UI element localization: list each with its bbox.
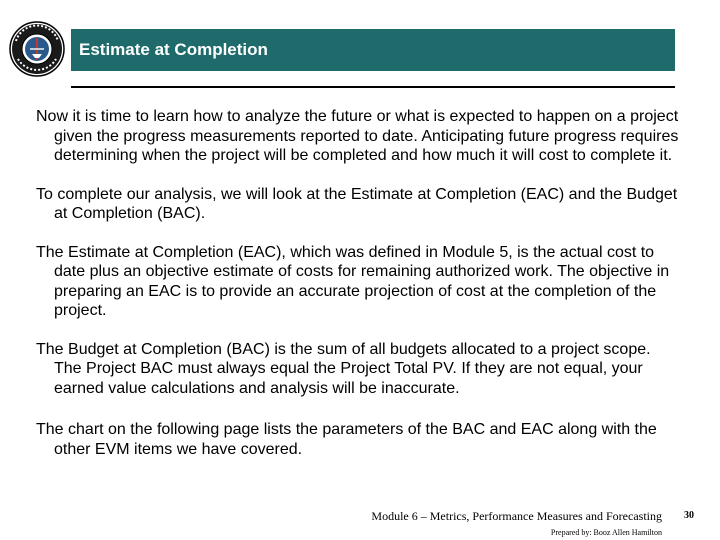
company-logo <box>9 21 65 77</box>
header-divider <box>71 86 675 88</box>
page-number: 30 <box>684 510 694 521</box>
title-bar <box>71 29 675 71</box>
paragraph-intro: Now it is time to learn how to analyze the future or what is expected to happen on a project given the progress measurements reported to date. Anticipating future progress requires determining when the project will be completed and how much it will cost to complete it. <box>36 108 679 164</box>
paragraph-eac-definition: The Estimate at Completion (EAC), which was defined in Module 5, is the actual cost to date plus an objective estimate of costs for remaining authorized work. The objective in preparing an EAC is to provide an accurate projection of cost at the completion of the project. <box>36 243 670 319</box>
footer-module-label: Module 6 – Metrics, Performance Measures and Forecasting <box>371 509 662 523</box>
page-title: Estimate at Completion <box>79 40 268 59</box>
paragraph-analysis: To complete our analysis, we will look at the Estimate at Completion (EAC) and the Budget at Completion (BAC). <box>36 185 678 222</box>
paragraph-bac-definition: The Budget at Completion (BAC) is the sum of all budgets allocated to a project scope. The Project BAC must always equal the Project Total PV. If they are not equal, your earned value calculations and analysis will be inaccurate. <box>36 340 651 397</box>
body-content <box>36 107 681 459</box>
paragraph-chart-reference: The chart on the following page lists the parameters of the BAC and EAC along with the other EVM items we have covered. <box>36 421 657 458</box>
footer-prepared-by: Prepared by: Booz Allen Hamilton <box>550 528 662 537</box>
booz-allen-hamilton-seal-icon <box>9 21 65 77</box>
